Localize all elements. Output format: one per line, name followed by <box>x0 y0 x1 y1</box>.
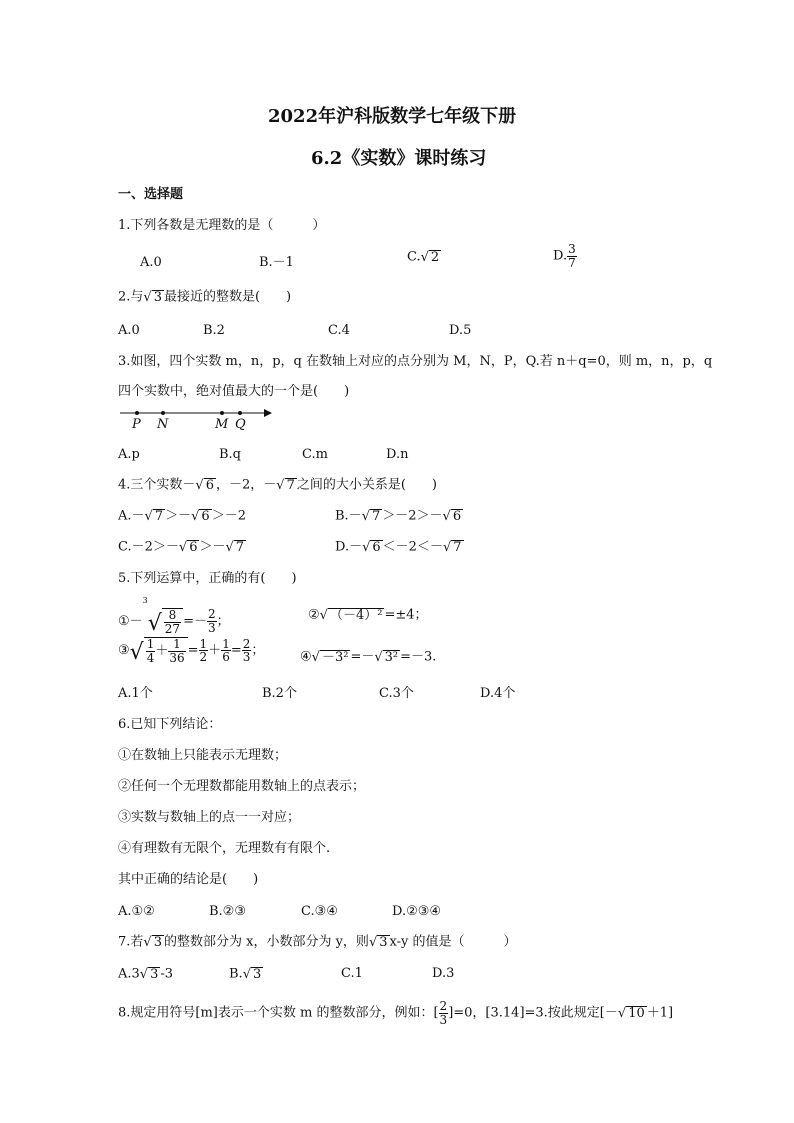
fraction <box>199 638 209 664</box>
q7-option-d: D.3 <box>432 966 455 981</box>
label-q: Q <box>235 417 246 432</box>
radicand: 3 <box>252 967 262 982</box>
q6-question: 其中正确的结论是( ) <box>118 872 259 887</box>
option-text: A.－ <box>118 508 145 524</box>
q5-option-d: D.4个 <box>480 686 516 701</box>
fraction <box>168 638 185 664</box>
label-m: M <box>215 417 229 432</box>
point-p <box>135 411 139 415</box>
fraction <box>439 1000 449 1026</box>
sqrt: √ 7 <box>442 540 462 555</box>
root-index: 3 <box>142 596 148 605</box>
denominator: 4 <box>146 650 155 665</box>
option-text: ＞－ <box>165 508 192 524</box>
numerator: 1 <box>168 638 185 652</box>
numerator: 1 <box>199 636 208 651</box>
sqrt: √ （－4）² <box>319 608 383 623</box>
stem-text: 2.与 <box>118 289 144 305</box>
cube-root: √ $\frac{8}{27}$ <box>148 608 183 635</box>
radicand: 7 <box>286 478 295 493</box>
stem-text: ，－2，－ <box>215 477 277 493</box>
sqrt: √ 10 <box>617 1006 645 1022</box>
q2-option-a: A.0 <box>118 323 140 338</box>
numerator: 2 <box>207 607 216 622</box>
sqrt: √ 7 <box>276 478 295 493</box>
q5-option-a: A.1个 <box>118 686 153 701</box>
option-text: ＞－2＞－ <box>382 508 443 524</box>
option-text: A.3 <box>118 966 140 982</box>
fraction <box>207 608 217 634</box>
denominator: 7 <box>568 255 576 270</box>
item-text: =±4； <box>384 607 428 623</box>
radicand: 3² <box>384 650 399 665</box>
fraction <box>146 638 156 664</box>
sqrt: √ 2 <box>420 250 440 265</box>
option-text: ＞－ <box>199 539 226 555</box>
sqrt: √ 3 <box>242 967 262 982</box>
operator: = <box>187 643 199 659</box>
operator: ＋ <box>208 643 222 659</box>
q3-option-c: C.m <box>302 447 328 462</box>
sqrt: √ 3 <box>143 290 162 305</box>
sqrt: √ 6 <box>442 509 462 524</box>
section-heading: 一、选择题 <box>118 187 184 202</box>
option-text: B.－ <box>335 508 362 524</box>
radicand: 6 <box>189 540 198 555</box>
radicand: （－4）² <box>329 608 383 623</box>
q1-option-c-label: C. <box>407 249 421 265</box>
sqrt: √ 3 <box>139 967 159 982</box>
denominator: 3 <box>439 1012 448 1027</box>
numerator: 1 <box>146 637 155 651</box>
sqrt: √ 7 <box>361 509 381 524</box>
q5-item-4 <box>300 650 436 664</box>
q3-option-a: A.p <box>118 447 140 462</box>
q6-option-c: C.③④ <box>301 904 338 919</box>
q7-option-c: C.1 <box>341 966 363 981</box>
stem-text: 的整数部分为 x，小数部分为 y，则 <box>163 934 369 950</box>
sqrt: √ 3 <box>143 935 162 950</box>
option-text: B. <box>229 966 243 982</box>
denominator: 6 <box>222 650 230 665</box>
question-3-line-1: 3.如图，四个实数 m，n，p，q 在数轴上对应的点分别为 M，N，P，Q.若 n＋q=0，则 m，n，p，q <box>118 354 713 369</box>
item-text: =－ <box>183 614 207 629</box>
fraction <box>242 638 252 664</box>
radicand: 3 <box>150 967 159 982</box>
option-text: C.－2＞－ <box>118 539 179 555</box>
q4-option-d <box>335 540 464 554</box>
radicand: 3 <box>379 935 388 950</box>
label-p: P <box>132 417 141 432</box>
fraction <box>164 609 181 635</box>
q3-option-b: B.q <box>219 447 242 462</box>
stem-text: 之间的大小关系是( ) <box>296 477 437 493</box>
sqrt: √ 6 <box>362 540 381 555</box>
item-text: ； <box>251 643 265 659</box>
q1-option-c <box>407 250 441 264</box>
q5-item-2 <box>308 608 428 622</box>
q6-option-b: B.②③ <box>209 904 246 919</box>
item-text: =－3. <box>400 649 437 665</box>
q2-option-b: B.2 <box>203 323 225 338</box>
radicand: 3 <box>153 290 162 305</box>
item-text: ； <box>216 614 230 629</box>
q5-item-1 <box>118 597 230 635</box>
question-6-stem: 6.已知下列结论： <box>118 717 222 732</box>
point-q <box>238 411 242 415</box>
stem-text: x-y 的值是（ ） <box>389 934 517 950</box>
item-text: ② <box>308 607 320 623</box>
page-title: 2022年沪科版数学七年级下册 <box>268 106 517 127</box>
stem-text: ＋1] <box>646 1005 674 1021</box>
stem-text: 8.规定用符号[m]表示一个实数 m 的整数部分，例如：[ <box>118 1005 439 1021</box>
denominator: 27 <box>164 621 181 636</box>
question-7-stem <box>118 935 517 949</box>
denominator: 36 <box>169 650 185 665</box>
question-2-stem <box>118 290 291 304</box>
denominator: 2 <box>199 650 208 665</box>
option-text: D.－ <box>335 539 363 555</box>
question-3-line-2: 四个实数中，绝对值最大的一个是( ) <box>118 384 350 399</box>
question-5-stem: 5.下列运算中，正确的有( ) <box>118 571 297 586</box>
fraction <box>567 243 577 269</box>
radicand: 6 <box>205 478 214 493</box>
operator: ＋ <box>155 643 169 659</box>
number-line <box>118 405 278 421</box>
numerator: 2 <box>439 999 448 1013</box>
radicand: 7 <box>453 540 462 555</box>
radicand: 7 <box>371 509 381 524</box>
item-text: ③ <box>118 643 130 659</box>
sqrt: √ 3 <box>368 935 388 950</box>
radicand: 7 <box>235 540 245 555</box>
item-text: ①－ <box>118 614 143 629</box>
numerator: 3 <box>568 242 576 256</box>
radicand: 6 <box>372 540 381 555</box>
radicand: 6 <box>452 509 462 524</box>
sqrt: √ $\frac{1}{4}$ ＋ $\frac{1}{36}$ <box>130 637 188 664</box>
q6-option-a: A.①② <box>118 904 155 919</box>
q1-option-b: B.－1 <box>259 255 294 270</box>
question-8-stem <box>118 1000 673 1026</box>
q2-option-d: D.5 <box>449 323 472 338</box>
radicand: 2 <box>430 250 440 265</box>
question-4-stem <box>118 478 437 492</box>
sqrt: √ －3² <box>311 650 349 665</box>
q5-item-3 <box>118 637 264 664</box>
stem-text: 7.若 <box>118 934 144 950</box>
q6-statement-4: ④有理数有无限个，无理数有有限个. <box>118 841 331 856</box>
option-text: ＞－2 <box>211 508 246 524</box>
q1-option-d <box>553 243 577 269</box>
q6-statement-1: ①在数轴上只能表示无理数； <box>118 748 288 763</box>
numerator: 1 <box>222 636 230 651</box>
stem-text: 4.三个实数－ <box>118 477 196 493</box>
q5-option-c: C.3个 <box>379 686 414 701</box>
sqrt: √ 7 <box>225 540 245 555</box>
q4-option-c <box>118 540 246 554</box>
q5-option-b: B.2个 <box>262 686 297 701</box>
q6-statement-3: ③实数与数轴上的点一一对应； <box>118 810 301 825</box>
sqrt: √ 6 <box>178 540 198 555</box>
q4-option-b <box>335 509 463 523</box>
stem-text: ]=0，[3.14]=3.按此规定[－ <box>448 1005 618 1021</box>
q4-option-a <box>118 509 246 523</box>
item-text: =－ <box>350 649 375 665</box>
q7-option-a <box>118 967 173 981</box>
radicand: 10 <box>628 1006 645 1022</box>
radicand: －3² <box>321 650 349 665</box>
q1-option-a: A.0 <box>140 255 162 270</box>
denominator: 3 <box>242 650 251 665</box>
numerator: 2 <box>242 636 251 651</box>
item-text: ④ <box>300 649 312 665</box>
question-1-stem: 1.下列各数是无理数的是（ ） <box>118 218 326 233</box>
sqrt: √ 6 <box>191 509 210 524</box>
option-text: ＜－2＜－ <box>382 539 443 555</box>
q2-option-c: C.4 <box>328 323 350 338</box>
q7-option-b <box>229 967 263 981</box>
numerator: 8 <box>164 609 181 623</box>
label-n: N <box>157 417 169 432</box>
q6-statement-2: ②任何一个无理数都能用数轴上的点表示； <box>118 779 366 794</box>
radicand: 6 <box>201 509 210 524</box>
fraction <box>221 638 231 664</box>
page-subtitle: 6.2《实数》课时练习 <box>311 148 487 169</box>
radicand: 3 <box>153 935 162 950</box>
sqrt: √ 6 <box>195 478 214 493</box>
denominator: 3 <box>207 621 216 635</box>
stem-text: 最接近的整数是( ) <box>163 289 292 305</box>
q1-option-d-label: D. <box>553 248 568 264</box>
point-n <box>161 411 165 415</box>
point-m <box>220 411 224 415</box>
sqrt: √ 7 <box>144 509 164 524</box>
radicand: 7 <box>154 509 164 524</box>
option-text: -3 <box>160 966 174 982</box>
sqrt: √ 3² <box>374 650 399 665</box>
arrow-icon <box>264 409 272 417</box>
operator: = <box>230 643 242 659</box>
q3-option-d: D.n <box>386 447 409 462</box>
q6-option-d: D.②③④ <box>392 904 442 919</box>
